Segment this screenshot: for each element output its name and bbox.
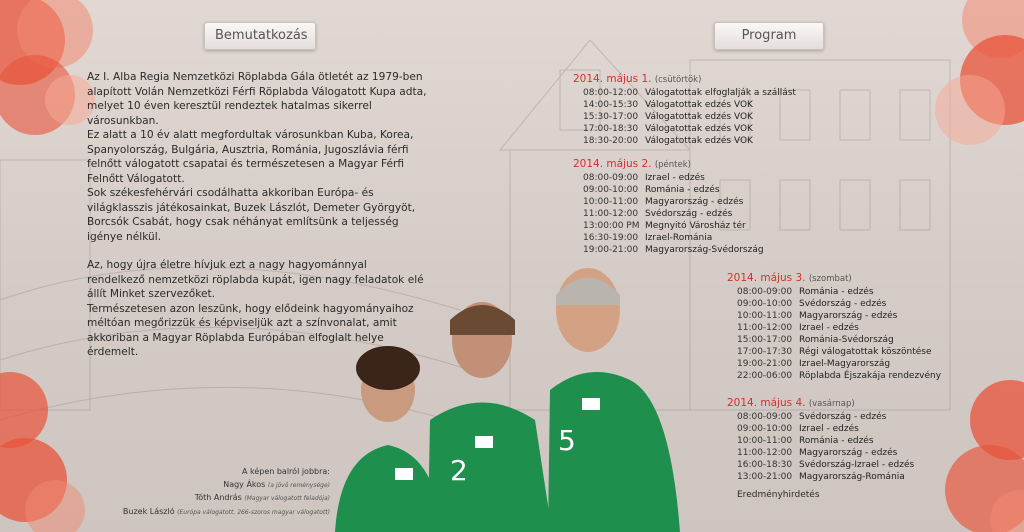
day-weekday: (szombat) <box>808 274 852 284</box>
event: Svédország - edzés <box>799 299 887 309</box>
time: 08:00-09:00 <box>737 412 793 422</box>
players-photo <box>330 250 710 532</box>
decor-circles-top-right <box>930 0 1024 160</box>
event: Válogatottak edzés VOK <box>645 124 753 134</box>
schedule-row <box>737 423 914 435</box>
day-weekday: (vasárnap) <box>808 399 855 409</box>
day-date: 2014. május 3. <box>727 272 806 284</box>
schedule-row <box>583 184 764 196</box>
schedule-row <box>583 123 796 135</box>
schedule-row <box>737 310 941 322</box>
person-name: Tóth András <box>194 493 242 502</box>
event: Románia - edzés <box>799 287 874 297</box>
schedule-row <box>737 286 941 298</box>
time: 16:30-19:00 <box>583 233 639 243</box>
schedule-row <box>583 87 796 99</box>
time: 17:00-18:30 <box>583 124 639 134</box>
schedule-row <box>737 459 914 471</box>
decor-circles-bottom-left <box>0 370 90 532</box>
person-name: Nagy Ákos <box>223 479 266 489</box>
event: Régi válogatottak köszöntése <box>799 347 932 357</box>
event: Románia - edzés <box>799 436 874 446</box>
time: 09:00-10:00 <box>737 299 793 309</box>
event: Izrael - edzés <box>645 173 705 183</box>
caption-person <box>100 506 330 520</box>
caption-person <box>100 479 330 493</box>
schedule-row <box>583 99 796 111</box>
caption-heading: A képen balról jobbra: <box>241 467 330 476</box>
event: Svédország - edzés <box>645 209 733 219</box>
schedule-row <box>737 471 914 483</box>
schedule-row <box>737 346 941 358</box>
event: Izrael-Románia <box>645 233 713 243</box>
schedule-row <box>583 220 764 232</box>
person-name: Buzek László <box>122 506 175 516</box>
program-day <box>573 158 764 256</box>
event: Izrael-Magyarország <box>799 359 891 369</box>
time: 10:00-11:00 <box>583 197 639 207</box>
time: 13:00:00 PM <box>583 221 640 231</box>
intro-paragraph: Sok székesfehérvári csodálhatta akkoriban Európa- és világklasszis játékosainkat, Buzek Lászlót, Demeter Györgyöt, Borcsók Csabát, hogy csak néhányat említsünk a teljesség igénye nélkül. <box>87 187 416 243</box>
schedule-row <box>737 411 914 423</box>
time: 08:00-09:00 <box>737 287 793 297</box>
program-day <box>573 73 796 147</box>
schedule-row <box>737 447 914 459</box>
program-day <box>727 397 914 483</box>
time: 18:30-20:00 <box>583 136 639 146</box>
schedule-row <box>737 298 941 310</box>
schedule-row <box>737 334 941 346</box>
program-day <box>727 272 941 382</box>
schedule-row <box>583 244 764 256</box>
time: 15:00-17:00 <box>737 335 793 345</box>
event: Svédország - edzés <box>799 412 887 422</box>
time: 11:00-12:00 <box>583 209 639 219</box>
time: 10:00-11:00 <box>737 436 793 446</box>
event: Magyarország-Svédország <box>645 245 764 255</box>
intro-paragraph: Természetesen azon leszünk, hogy elődeink hagyományaihoz méltóan megőrizzük és képviseljük azt a színvonalat, amit akkoriban a Magyar Röplabda Európában elfoglalt helye érdemelt. <box>87 302 414 358</box>
decor-circles-bottom-right <box>940 380 1024 532</box>
day-weekday: (csütörtök) <box>654 75 702 85</box>
svg-text:5: 5 <box>558 424 576 457</box>
day-date: 2014. május 2. <box>573 158 652 170</box>
event: Válogatottak edzés VOK <box>645 100 753 110</box>
time: 14:00-15:30 <box>583 100 639 110</box>
event: Magyarország - edzés <box>799 311 898 321</box>
event: Izrael - edzés <box>799 323 859 333</box>
time: 16:00-18:30 <box>737 460 793 470</box>
time: 08:00-12:00 <box>583 88 639 98</box>
time: 15:30-17:00 <box>583 112 639 122</box>
schedule-row <box>737 435 914 447</box>
schedule-row <box>583 111 796 123</box>
time: 17:00-17:30 <box>737 347 793 357</box>
time: 08:00-09:00 <box>583 173 639 183</box>
event: Röplabda Éjszakája rendezvény <box>799 371 942 381</box>
event: Izrael - edzés <box>799 424 859 434</box>
schedule-row <box>583 208 764 220</box>
finale-text: Eredményhirdetés <box>737 490 820 500</box>
time: 09:00-10:00 <box>583 185 639 195</box>
day-weekday: (péntek) <box>654 160 691 170</box>
person-note: (Magyar válogatott feladója) <box>244 495 330 502</box>
person-note: (a jövő reménysége) <box>267 481 330 489</box>
time: 10:00-11:00 <box>737 311 793 321</box>
day-date: 2014. május 4. <box>727 397 806 409</box>
schedule-row <box>583 172 764 184</box>
time: 19:00-21:00 <box>737 359 793 369</box>
event: Megnyitó Városház tér <box>645 221 746 231</box>
time: 11:00-12:00 <box>737 448 793 458</box>
event: Magyarország - edzés <box>645 197 744 207</box>
caption-person <box>100 492 330 506</box>
intro-paragraph: Az I. Alba Regia Nemzetközi Röplabda Gála ötletét az 1979-ben alapított Volán Nemzetközi Férfi Röplabda Válogatott Kupa adta, melyet 10 éven keresztül rendeztek hatalmas sikerrel városunkban. <box>87 71 427 127</box>
time: 09:00-10:00 <box>737 424 793 434</box>
schedule-row <box>583 232 764 244</box>
intro-paragraph: Az, hogy újra életre hívjuk ezt a nagy hagyománnyal rendelkező nemzetközi röplabda kupát, igen nagy feladatok elé állít Minket szervezőket. <box>87 259 424 300</box>
tab-program[interactable]: Program <box>714 22 824 50</box>
time: 11:00-12:00 <box>737 323 793 333</box>
time: 13:00-21:00 <box>737 472 793 482</box>
time: 22:00-06:00 <box>737 371 793 381</box>
tab-intro[interactable]: Bemutatkozás <box>204 22 316 50</box>
event: Románia-Svédország <box>799 335 894 345</box>
event: Svédország-Izrael - edzés <box>799 460 915 470</box>
schedule-row <box>737 358 941 370</box>
intro-paragraph: Ez alatt a 10 év alatt megfordultak városunkban Kuba, Korea, Spanyolország, Bulgária, Ausztria, Románia, Jugoszlávia férfi felnőtt válogatott csapatai és természetesen a Magyar Férfi Felnőtt Válogatott. <box>87 129 414 185</box>
svg-text:2: 2 <box>450 454 468 487</box>
schedule-row <box>583 135 796 147</box>
event: Magyarország - edzés <box>799 448 898 458</box>
person-note: (Európa válogatott, 266-szoros magyar válogatott) <box>177 508 330 516</box>
schedule-row <box>737 370 941 382</box>
photo-caption <box>100 466 330 519</box>
schedule-row <box>583 196 764 208</box>
schedule-row <box>737 322 941 334</box>
event: Magyarország-Románia <box>799 472 905 482</box>
event: Válogatottak edzés VOK <box>645 112 753 122</box>
day-date: 2014. május 1. <box>573 73 652 85</box>
time: 19:00-21:00 <box>583 245 639 255</box>
event: Válogatottak elfoglalják a szállást <box>645 88 796 98</box>
event: Válogatottak edzés VOK <box>645 136 753 146</box>
event: Románia - edzés <box>645 185 720 195</box>
